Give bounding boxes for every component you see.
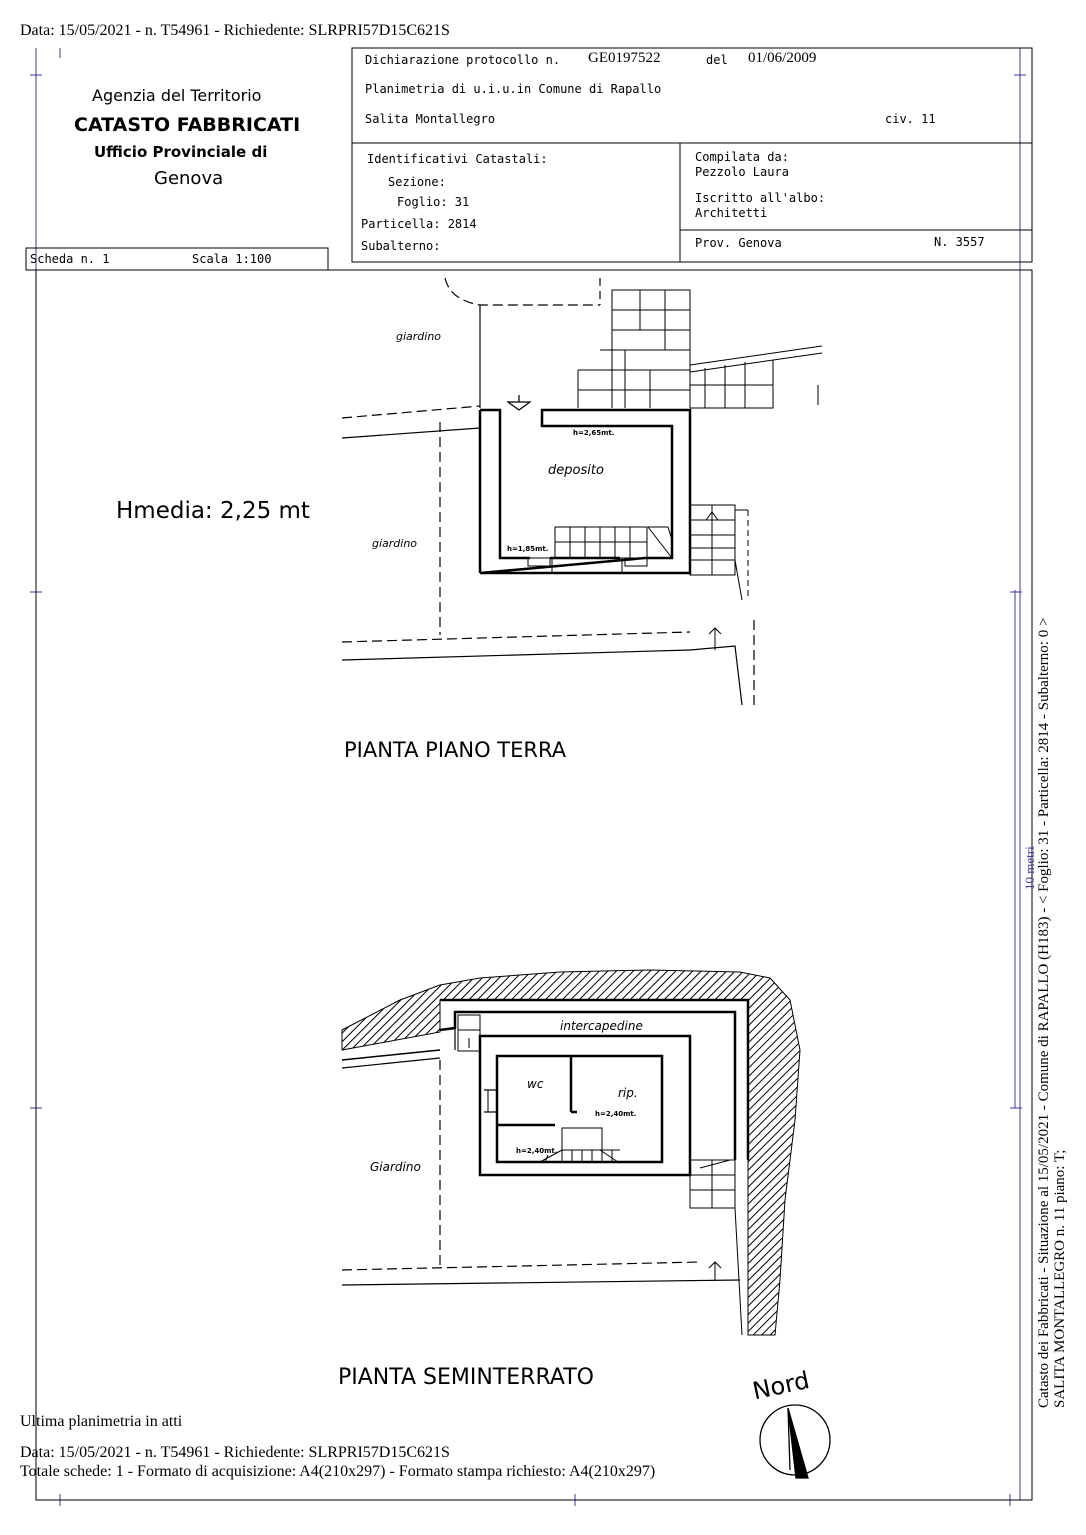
register-number: N. 3557	[934, 235, 985, 249]
subalterno: Subalterno:	[361, 239, 441, 253]
page-frame	[30, 48, 1026, 1506]
label-height-rip: h=2,40mt.	[595, 1110, 637, 1118]
protocol-number: GE0197522	[588, 50, 661, 66]
scheda-scale: Scala 1:100	[192, 252, 272, 266]
basement-title: PIANTA SEMINTERRATO	[338, 1365, 594, 1390]
footer-last-plan: Ultima planimetria in atti	[20, 1413, 183, 1430]
civic-number: civ. 11	[885, 112, 936, 126]
address: Salita Montallegro	[365, 112, 496, 126]
header-line: Data: 15/05/2021 - n. T54961 - Richiedente: SLRPRI57D15C621S	[20, 22, 450, 39]
label-giardino-left: giardino	[372, 537, 418, 550]
side-text-line1: Catasto dei Fabbricati - Situazione al 15/05/2021 - Comune di RAPALLO (H183) - < Foglio: 31 - Particella: 2814 - Subalterno: 0 >	[1036, 617, 1052, 1408]
label-giardino-top: giardino	[396, 330, 442, 343]
ufficio-label: Ufficio Provinciale di	[94, 143, 268, 161]
label-giardino-basement: Giardino	[370, 1160, 421, 1174]
identifiers-title: Identificativi Catastali:	[367, 152, 548, 166]
albo-value: Architetti	[695, 206, 768, 220]
label-intercapedine: intercapedine	[560, 1019, 643, 1033]
label-wc: wc	[527, 1077, 544, 1091]
catasto-title: CATASTO FABBRICATI	[74, 114, 301, 136]
hmedia-label: Hmedia: 2,25 mt	[116, 498, 310, 524]
particella: Particella: 2814	[361, 217, 477, 231]
ufficio-city: Genova	[154, 168, 224, 189]
compiler-label: Compilata da:	[695, 150, 789, 164]
label-height-top: h=2,65mt.	[573, 429, 615, 437]
albo-label: Iscritto all'albo:	[695, 191, 826, 205]
protocol-label: Dichiarazione protocollo n.	[365, 53, 561, 67]
label-height-stair: h=2,40mt.	[516, 1147, 558, 1155]
protocol-date: 01/06/2009	[748, 50, 817, 66]
scale-bar-label: 10 metri	[1022, 846, 1037, 890]
label-height-bottom: h=1,85mt.	[507, 545, 549, 553]
label-deposito: deposito	[548, 463, 604, 478]
north-arrow-icon	[760, 1405, 830, 1478]
agency-name: Agenzia del Territorio	[92, 86, 262, 105]
foglio: Foglio: 31	[397, 195, 470, 209]
label-rip: rip.	[618, 1086, 638, 1100]
protocol-del: del	[706, 53, 728, 67]
planimetria-line: Planimetria di u.i.u.in Comune di Rapallo	[365, 82, 662, 96]
side-text-line2: SALITA MONTALLEGRO n. 11 piano: T;	[1052, 1149, 1068, 1408]
compiler-name: Pezzolo Laura	[695, 165, 789, 179]
ground-floor-title: PIANTA PIANO TERRA	[344, 738, 567, 762]
sezione: Sezione:	[388, 175, 446, 189]
footer-totale-line: Totale schede: 1 - Formato di acquisizione: A4(210x297) - Formato stampa richiesto: A4(210x297)	[20, 1463, 656, 1480]
province: Prov. Genova	[695, 236, 782, 250]
scheda-number: Scheda n. 1	[30, 252, 110, 266]
footer-data-line: Data: 15/05/2021 - n. T54961 - Richiedente: SLRPRI57D15C621S	[20, 1444, 450, 1461]
north-label: Nord	[750, 1366, 812, 1406]
